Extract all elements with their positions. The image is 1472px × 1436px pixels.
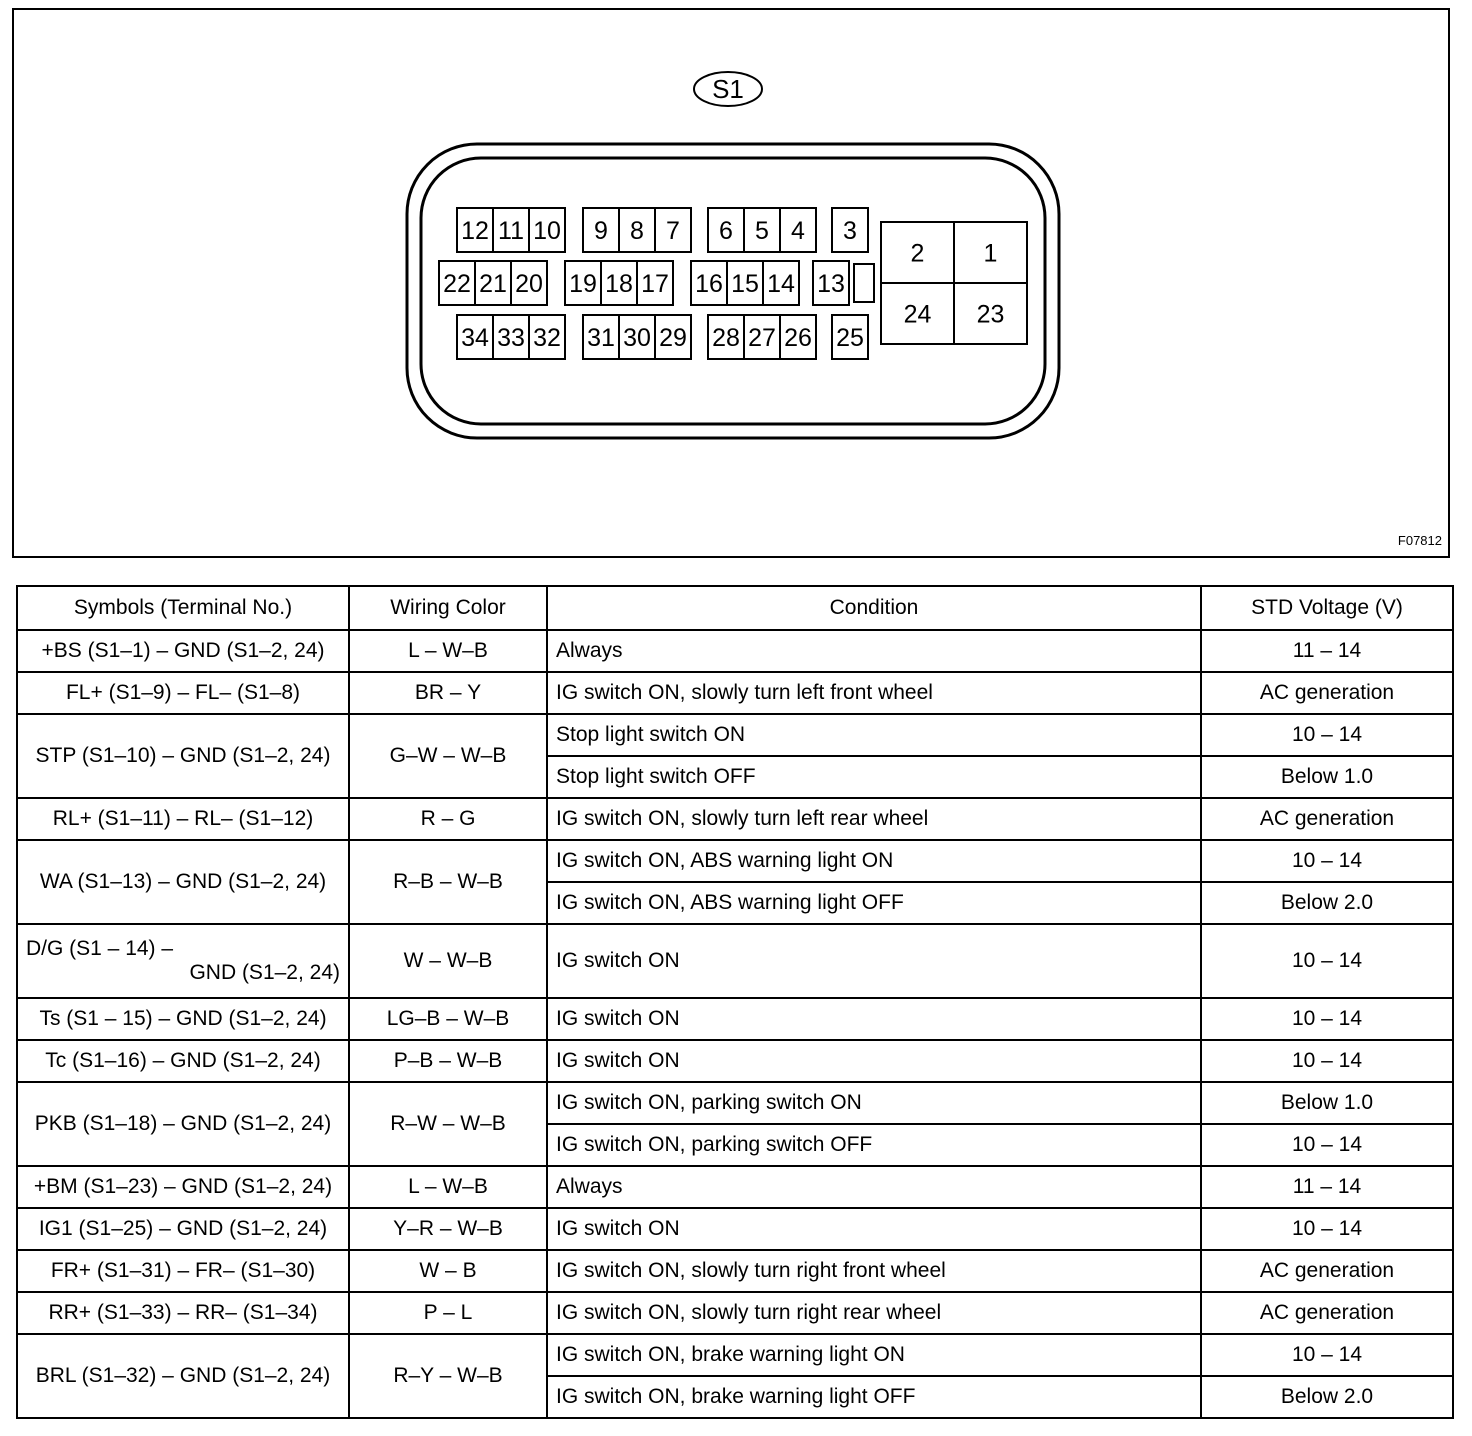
wiring-color-cell: L – W–B <box>349 1166 547 1208</box>
header-wiring-color: Wiring Color <box>349 586 547 630</box>
pin-number: 26 <box>784 324 812 352</box>
table-header-row <box>17 586 1453 630</box>
voltage-cell: AC generation <box>1201 672 1453 714</box>
table-row <box>17 924 1453 998</box>
symbol-line-2: GND (S1–2, 24) <box>189 961 340 984</box>
table-row <box>17 798 1453 840</box>
pin-number: 29 <box>659 324 687 352</box>
symbol-cell: PKB (S1–18) – GND (S1–2, 24) <box>17 1082 349 1166</box>
voltage-cell: 10 – 14 <box>1201 714 1453 756</box>
table-row <box>17 840 1453 882</box>
table-row <box>17 998 1453 1040</box>
wiring-color-cell: R–W – W–B <box>349 1082 547 1166</box>
condition-cell: IG switch ON, slowly turn left rear wheel <box>547 798 1201 840</box>
symbol-cell: +BM (S1–23) – GND (S1–2, 24) <box>17 1166 349 1208</box>
connector-diagram-frame <box>12 8 1450 558</box>
table-row <box>17 1040 1453 1082</box>
condition-cell: IG switch ON <box>547 1040 1201 1082</box>
table-row <box>17 1334 1453 1376</box>
voltage-cell: AC generation <box>1201 1292 1453 1334</box>
voltage-cell: 11 – 14 <box>1201 630 1453 672</box>
terminal-voltage-table <box>16 585 1454 1419</box>
voltage-cell: 10 – 14 <box>1201 1208 1453 1250</box>
voltage-cell: AC generation <box>1201 798 1453 840</box>
pin-number: 15 <box>731 270 759 298</box>
symbol-cell <box>17 924 349 998</box>
pin-number: 30 <box>623 324 651 352</box>
condition-cell: IG switch ON, brake warning light ON <box>547 1334 1201 1376</box>
symbol-cell: Ts (S1 – 15) – GND (S1–2, 24) <box>17 998 349 1040</box>
voltage-cell: Below 1.0 <box>1201 1082 1453 1124</box>
pin-number: 34 <box>461 324 489 352</box>
pin-number: 4 <box>791 217 805 245</box>
table-row <box>17 1082 1453 1124</box>
condition-cell: Stop light switch ON <box>547 714 1201 756</box>
condition-cell: Stop light switch OFF <box>547 756 1201 798</box>
wiring-color-cell: LG–B – W–B <box>349 998 547 1040</box>
condition-cell: IG switch ON, parking switch OFF <box>547 1124 1201 1166</box>
symbol-cell: +BS (S1–1) – GND (S1–2, 24) <box>17 630 349 672</box>
voltage-cell: Below 2.0 <box>1201 1376 1453 1418</box>
table-row <box>17 1250 1453 1292</box>
pin-number: 1 <box>983 239 998 268</box>
table-row <box>17 714 1453 756</box>
symbol-cell: FL+ (S1–9) – FL– (S1–8) <box>17 672 349 714</box>
condition-cell: IG switch ON, ABS warning light OFF <box>547 882 1201 924</box>
pin-number: 8 <box>630 217 644 245</box>
pin-number: 12 <box>461 217 489 245</box>
blank-cavity <box>854 264 874 302</box>
table-row <box>17 1292 1453 1334</box>
pin-number: 32 <box>533 324 561 352</box>
voltage-cell: Below 1.0 <box>1201 756 1453 798</box>
pin-number: 24 <box>903 300 932 329</box>
voltage-cell: 10 – 14 <box>1201 998 1453 1040</box>
pin-number: 23 <box>976 300 1005 329</box>
pin-number: 25 <box>836 324 864 352</box>
voltage-cell: 10 – 14 <box>1201 840 1453 882</box>
wiring-color-cell: R – G <box>349 798 547 840</box>
condition-cell: IG switch ON, slowly turn left front wheel <box>547 672 1201 714</box>
wiring-color-cell: L – W–B <box>349 630 547 672</box>
voltage-cell: 10 – 14 <box>1201 1040 1453 1082</box>
pin-number: 14 <box>767 270 795 298</box>
pin-number: 21 <box>479 270 507 298</box>
pin-number: 22 <box>443 270 471 298</box>
voltage-cell: Below 2.0 <box>1201 882 1453 924</box>
table-row <box>17 1208 1453 1250</box>
condition-cell: IG switch ON, slowly turn right rear wheel <box>547 1292 1201 1334</box>
pin-number: 18 <box>605 270 633 298</box>
voltage-cell: 10 – 14 <box>1201 1124 1453 1166</box>
pin-number: 27 <box>748 324 776 352</box>
header-std-voltage: STD Voltage (V) <box>1201 586 1453 630</box>
condition-cell: IG switch ON, ABS warning light ON <box>547 840 1201 882</box>
connector-label: S1 <box>712 74 744 104</box>
symbol-cell: BRL (S1–32) – GND (S1–2, 24) <box>17 1334 349 1418</box>
wiring-color-cell: R–B – W–B <box>349 840 547 924</box>
condition-cell: IG switch ON <box>547 998 1201 1040</box>
wiring-color-cell: W – B <box>349 1250 547 1292</box>
condition-cell: IG switch ON, brake warning light OFF <box>547 1376 1201 1418</box>
condition-cell: IG switch ON <box>547 924 1201 998</box>
pin-number: 16 <box>695 270 723 298</box>
pin-number: 17 <box>641 270 669 298</box>
voltage-cell: 10 – 14 <box>1201 924 1453 998</box>
pin-number: 7 <box>666 217 680 245</box>
symbol-cell: WA (S1–13) – GND (S1–2, 24) <box>17 840 349 924</box>
pin-number: 3 <box>843 217 857 245</box>
condition-cell: IG switch ON <box>547 1208 1201 1250</box>
table-row <box>17 1166 1453 1208</box>
voltage-cell: 10 – 14 <box>1201 1334 1453 1376</box>
pin-number: 28 <box>712 324 740 352</box>
symbol-cell: Tc (S1–16) – GND (S1–2, 24) <box>17 1040 349 1082</box>
symbol-line-1: D/G (S1 – 14) – <box>26 937 174 960</box>
pin-number: 19 <box>569 270 597 298</box>
wiring-color-cell: Y–R – W–B <box>349 1208 547 1250</box>
symbol-cell: STP (S1–10) – GND (S1–2, 24) <box>17 714 349 798</box>
symbol-cell: RR+ (S1–33) – RR– (S1–34) <box>17 1292 349 1334</box>
symbol-cell: RL+ (S1–11) – RL– (S1–12) <box>17 798 349 840</box>
header-symbols: Symbols (Terminal No.) <box>17 586 349 630</box>
wiring-color-cell: G–W – W–B <box>349 714 547 798</box>
symbol-cell: IG1 (S1–25) – GND (S1–2, 24) <box>17 1208 349 1250</box>
wiring-color-cell: P–B – W–B <box>349 1040 547 1082</box>
symbol-cell: FR+ (S1–31) – FR– (S1–30) <box>17 1250 349 1292</box>
pin-number: 20 <box>515 270 543 298</box>
table-row <box>17 672 1453 714</box>
table-row <box>17 630 1453 672</box>
voltage-cell: AC generation <box>1201 1250 1453 1292</box>
pin-number: 2 <box>910 239 925 268</box>
pin-number: 13 <box>817 270 845 298</box>
pin-number: 31 <box>587 324 615 352</box>
pin-number: 9 <box>594 217 608 245</box>
figure-id: F07812 <box>1397 533 1442 548</box>
condition-cell: Always <box>547 1166 1201 1208</box>
wiring-color-cell: W – W–B <box>349 924 547 998</box>
pin-number: 33 <box>497 324 525 352</box>
pin-number: 6 <box>719 217 733 245</box>
pin-number: 5 <box>755 217 769 245</box>
pin-number: 11 <box>498 217 524 245</box>
connector-pins <box>439 208 1027 359</box>
pin-number: 10 <box>533 217 561 245</box>
header-condition: Condition <box>547 586 1201 630</box>
connector-diagram <box>14 10 1452 560</box>
wiring-color-cell: P – L <box>349 1292 547 1334</box>
wiring-color-cell: BR – Y <box>349 672 547 714</box>
wiring-color-cell: R–Y – W–B <box>349 1334 547 1418</box>
voltage-cell: 11 – 14 <box>1201 1166 1453 1208</box>
condition-cell: Always <box>547 630 1201 672</box>
condition-cell: IG switch ON, slowly turn right front wheel <box>547 1250 1201 1292</box>
condition-cell: IG switch ON, parking switch ON <box>547 1082 1201 1124</box>
